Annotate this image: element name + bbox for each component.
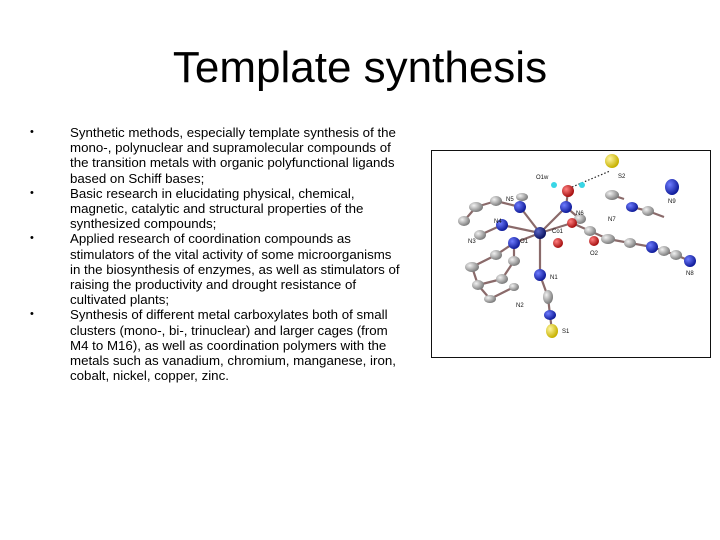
bullet-marker: • xyxy=(30,308,34,321)
oxygen-atom xyxy=(562,185,574,197)
carbon-atom xyxy=(508,256,520,266)
nitrogen-atom xyxy=(544,310,556,320)
atom-label: N5 xyxy=(506,197,514,203)
bullet-item xyxy=(30,231,400,307)
atom-label: S2 xyxy=(618,174,626,180)
carbon-atom xyxy=(516,193,528,201)
atom-label: N2 xyxy=(516,303,524,309)
sulfur-atom xyxy=(605,154,619,168)
bullet-marker: • xyxy=(30,232,34,245)
carbon-atom xyxy=(490,196,502,206)
molecule-diagram xyxy=(432,151,710,357)
nitrogen-atom xyxy=(514,201,526,213)
carbon-atom xyxy=(490,250,502,260)
nitrogen-atom xyxy=(626,202,638,212)
atom-label: O1w xyxy=(536,175,549,181)
carbon-atom xyxy=(584,226,596,236)
carbon-atom xyxy=(642,206,654,216)
carbon-atom xyxy=(605,190,619,200)
nitrogen-atom xyxy=(665,179,679,195)
atom-label: O1 xyxy=(520,239,529,245)
atom-label: N6 xyxy=(576,211,584,217)
oxygen-atom xyxy=(553,238,563,248)
bullet-text: Basic research in elucidating physical, chemical, magnetic, catalytic and structural properties of the synthesized compounds; xyxy=(70,185,364,232)
carbon-atom xyxy=(624,238,636,248)
carbon-atom xyxy=(601,234,615,244)
hydrogen-atom xyxy=(551,182,557,188)
carbon-atom xyxy=(484,295,496,303)
nitrogen-atom xyxy=(534,269,546,281)
bullet-text: Applied research of coordination compounds as stimulators of the vital activity of some microorganisms in the biosynthesis of enzymes, as well as stimulators of raising the productivity and drought resistance of cultivated plants; xyxy=(70,231,400,308)
bullet-marker: • xyxy=(30,126,34,138)
bullet-list xyxy=(30,125,400,383)
bullet-marker: • xyxy=(30,186,34,199)
carbon-atom xyxy=(465,262,479,272)
atom-label: N7 xyxy=(608,217,616,223)
carbon-atom xyxy=(670,250,682,260)
nitrogen-atom xyxy=(646,241,658,253)
carbon-atom xyxy=(509,283,519,291)
nitrogen-atom xyxy=(508,237,520,249)
oxygen-atom xyxy=(589,236,599,246)
hydrogen-atom xyxy=(579,182,585,188)
nitrogen-atom xyxy=(560,201,572,213)
carbon-atom xyxy=(472,280,484,290)
atom-label: N1 xyxy=(550,275,558,281)
nitrogen-atom xyxy=(684,255,696,267)
atom-label: N4 xyxy=(494,219,502,225)
atom-label: N3 xyxy=(468,239,476,245)
carbon-atom xyxy=(543,290,553,304)
carbon-atom xyxy=(458,216,470,226)
slide-title: Template synthesis xyxy=(172,43,548,92)
bullet-item xyxy=(30,307,400,383)
bullet-text: Synthetic methods, especially template synthesis of the mono-, polynuclear and supramolecular compounds of the transition metals with organic polyfunctional ligands based on Schiff bases; xyxy=(70,125,396,186)
carbon-atom xyxy=(469,202,483,212)
molecular-structure-figure xyxy=(431,150,711,358)
atom-label: Co1 xyxy=(552,229,564,235)
oxygen-atom xyxy=(567,218,577,228)
hydrogen-bond xyxy=(572,171,610,187)
atom-label: S1 xyxy=(562,329,570,335)
carbon-atom xyxy=(496,274,508,284)
atom-label: N9 xyxy=(668,199,676,205)
atom-label: N8 xyxy=(686,271,694,277)
carbon-atom xyxy=(658,246,670,256)
bullet-text: Synthesis of different metal carboxylates both of small clusters (mono-, bi-, trinuclear) and larger cages (from M4 to M16), as well as coordination polymers with the metals such as vanadium, chromium, manganese, iron, cobalt, nickel, copper, zinc. xyxy=(70,307,396,384)
atom-label: O2 xyxy=(590,251,599,257)
bullet-item xyxy=(30,186,400,232)
carbon-atom xyxy=(474,230,486,240)
cobalt-atom xyxy=(534,227,546,239)
bullet-item xyxy=(30,125,400,186)
sulfur-atom xyxy=(546,324,558,338)
